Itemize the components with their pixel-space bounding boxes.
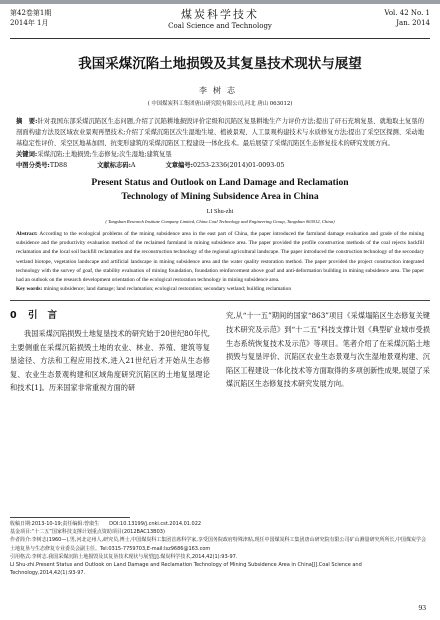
- footnote-citation-en: LI Shu-zhi.Present Status and Outlook on Land Damage and Reclamation Technology of Mining Subsidence Area in China[J].Coal Science and Technology,2014,42(1):93-97.: [10, 562, 362, 577]
- author-cn: 李树志: [199, 86, 241, 95]
- article-number: 文章编号:0253-2336(2014)01-0093-05: [165, 162, 285, 169]
- footnote-citation-cn: 引用格式:李树志.我国采煤沉陷土地损毁及其复垦技术现状与展望[J].煤炭科学技术,2014,42(1):93-97.: [10, 553, 238, 560]
- title-en-line-2: Technology of Mining Subsidence Area in China: [121, 191, 319, 202]
- footnote-fund: 基金项目:“十二五”国家科技支撑计划重点资助项目(2012BAC13B03): [10, 529, 165, 536]
- article-title-cn: 我国采煤沉陷土地损毁及其复垦技术现状与展望: [78, 56, 362, 72]
- section-title: 引言: [28, 310, 68, 322]
- keywords-cn: [10, 149, 430, 160]
- article-body: [10, 55, 430, 429]
- footnote-received: 收稿日期:2013-10-19;责任编辑:曾康生 DOI:10.13199/j.cnki.cst.2014.01.022: [10, 521, 202, 527]
- keywords-label: 关键词:: [16, 151, 38, 158]
- clc-code: 中图分类号:TD88: [16, 162, 68, 169]
- header-divider: [10, 38, 430, 39]
- intro-paragraph-right: 究,从“十一五”期间的国家“863”项目《采煤塌陷区生态修复关键技术研究及示范》到“十二五”科技支撑计划《典型矿业城市受损生态系统恢复技术及示范》等项目。笔者介绍了在采煤沉陷土地损毁与复垦评价、沉陷区农业生态景观与次生湿地景观构建、沉陷区工程建设一体化技术等方面取得的多项创新性成果,展望了采煤沉陷区生态修复技术研究发展方向。: [226, 311, 430, 389]
- section-heading: [10, 309, 210, 323]
- header-bar: [0, 0, 440, 4]
- footnotes: [10, 517, 430, 577]
- journal-name-cn: 煤炭科学技术: [181, 8, 259, 21]
- footnote-author-bio: 作者简介:李树志(1960—),男,河北定州人,研究员,博士,中国煤炭科工集团首席科学家,享受国务院政府特殊津贴,现任中国煤炭科工集团唐山研究院有限公司矿山测量研究所所长,中国煤炭学会土地复垦与生态修复专业委员会副主任。Tel:0315-7759703,E-mail:lsz9686@163.com: [10, 537, 427, 552]
- affiliation-cn: ( 中国煤炭科工集团唐山研究院有限公司,河北 唐山 063012): [147, 101, 293, 107]
- abstract-en-label: Abstract:: [16, 231, 38, 237]
- keywords-en: [10, 285, 430, 294]
- abstract-cn: [10, 116, 430, 149]
- title-en-line-1: Present Status and Outlook on Land Damage and Reclamation: [91, 177, 349, 188]
- document-code: 文献标志码:A: [97, 162, 136, 169]
- volume-en: Vol. 42 No. 1: [384, 9, 430, 17]
- section-number: 0: [10, 310, 17, 322]
- abstract-cn-text: 针对我国东部采煤沉陷区生态问题,介绍了沉陷耕地损毁评价定级和沉陷区复垦耕地生产力评价方法;提出了矸石充填复垦、就地取土复垦的剖面构建方法及区域农业景观再塑技术;介绍了采煤沉陷区次生湿地生境、植被景观、人工景观构建技术与水质修复方法;提出了采空区探测、采动地基稳定性评价、采空区地基加固、抗变形建筑的采煤沉陷区工程建设一体化技术。最后展望了采煤沉陷区生态修复技术的研究发展方向。: [16, 118, 425, 147]
- keywords-cn-text: 采煤沉陷;土地损毁;生态修复;次生湿地;建筑复垦: [37, 151, 172, 158]
- abstract-en-text: According to the ecological problems of the mining subsidence area in the east part of China, the paper introduced the farmland damage evaluation and grade of the mining subsidence and the productivity evaluation method of the reclaimed farmland in mining subsidence area. The paper provided the profile construction methods of the coal rejects backfill reclamation and the local soil backfill reclamation and the reconstruction technology of the regional agricultural landscape. The paper introduced the construction technology of the secondary wetland biotope, vegetation landscape and artificial landscape in mining subsidence area and the water quality restoration method. The paper provided the project construction integrated technology with the survey of goaf, the stability evaluation of mining foundation, foundation reinforcement above goaf and anti-deformation building in mining subsidence area. The paper had an outlook on the research development orientation of the ecological restoration technology in mining subsidence area.: [16, 231, 425, 284]
- article-title-en: [10, 176, 430, 204]
- intro-paragraph-left: 我国采煤沉陷损毁土地复垦技术的研究始于20世纪80年代,主要侧重在采煤沉陷损毁土地的农业、林业、养殖、建筑等复垦途径、方法和工程应用技术,进入21世纪后才开始从生态修复、农业生态景观构建和区域角度研究沉陷区的土地复垦理论和技术[1]。历来国家非常重视方面的研: [10, 329, 210, 393]
- volume-cn: 第42卷第1期: [10, 9, 52, 17]
- keywords-en-text: mining subsidence; land damage; land reclamation; ecological restoration; secondary wetland; building reclamation: [43, 286, 291, 293]
- author-en: LI Shu-zhi: [206, 208, 234, 215]
- page-number: 93: [418, 603, 426, 612]
- header-center: [10, 8, 430, 31]
- body-columns: [10, 309, 430, 429]
- date-cn: 2014年 1月: [10, 19, 49, 27]
- abstract-en: [10, 230, 430, 285]
- classification-line: [10, 160, 430, 171]
- running-header: [10, 8, 430, 38]
- left-column: [10, 309, 210, 395]
- affiliation-en: ( Tangshan Research Institute Company Limited, China Coal Technology and Engineering Group, Tangshan 063012, China): [105, 219, 335, 224]
- journal-name-en: Coal Science and Technology: [168, 22, 272, 30]
- header-right: [384, 8, 430, 28]
- date-en: Jan. 2014: [396, 19, 430, 27]
- abstract-label: 摘 要:: [16, 118, 38, 125]
- footnote-rule: [10, 517, 130, 518]
- keywords-en-label: Key words:: [16, 286, 43, 293]
- section-divider: [10, 300, 430, 301]
- right-column: [226, 309, 430, 391]
